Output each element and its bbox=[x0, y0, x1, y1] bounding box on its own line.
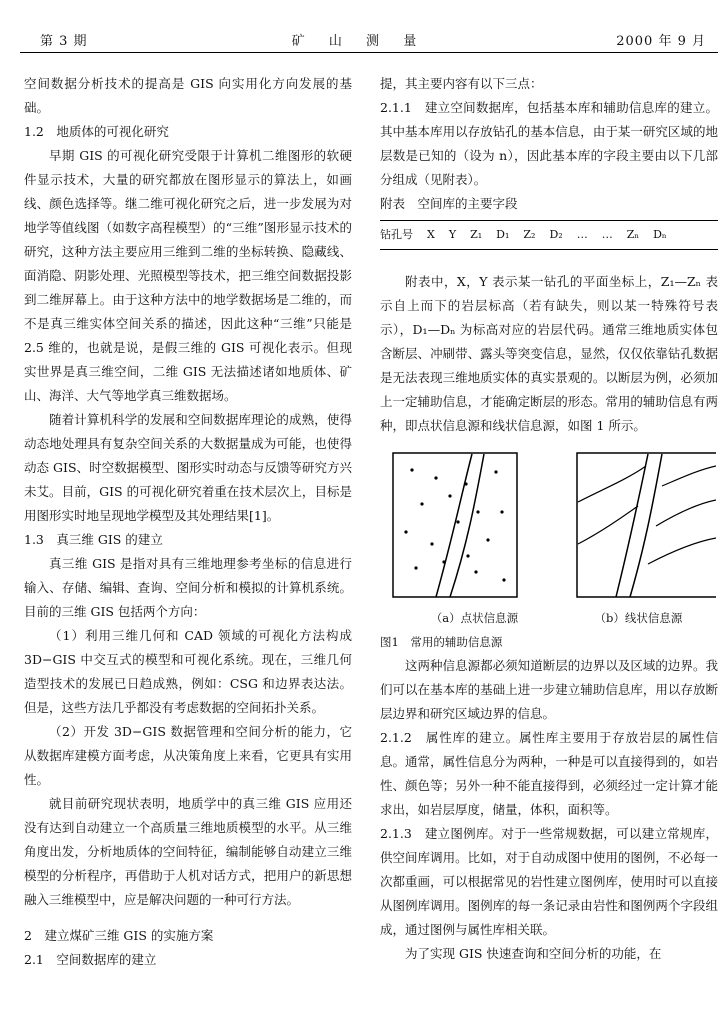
section-heading: 2.1 空间数据库的建立 bbox=[24, 952, 157, 967]
table-field: X bbox=[427, 228, 435, 241]
paragraph: （2）开发 3D−GIS 数据管理和空间分析的能力，它从数据库建模方面考虑，从决策角度上来看，它更具有实用性。 bbox=[24, 724, 352, 787]
table-field: 钻孔号 bbox=[380, 228, 413, 241]
paragraph: 就目前研究现状表明，地质学中的真三维 GIS 应用还没有达到自动建立一个高质量三维地质模型的水平。从三维角度出发，分析地质体的空间特征，编制能够自动建立三维模型的分析程序，再借助于人机对话方式，把用户的新思想融入三维模型中，应是解决问题的一种可行方法。 bbox=[24, 796, 352, 907]
header-rule bbox=[20, 52, 718, 53]
table-field: Y bbox=[448, 228, 457, 241]
point-source-figure bbox=[392, 452, 518, 598]
paragraph: 随着计算机科学的发展和空间数据库理论的成熟，使得动态地处理具有复杂空间关系的大数据量成为可能，也使得动态 GIS、时空数据模型、图形实时动态与反馈等研究方兴未艾。目前，GIS 的可视化研究着重在技术层次上，目标是用图形实时地呈现地学模型及其处理结果[1]。 bbox=[24, 412, 352, 523]
table-field: … bbox=[576, 228, 588, 241]
section-heading: 1.2 地质体的可视化研究 bbox=[24, 124, 169, 139]
fields-table bbox=[380, 220, 718, 250]
paragraph: 空间数据分析技术的提高是 GIS 向实用化方向发展的基础。 bbox=[24, 76, 352, 115]
spacer bbox=[24, 912, 352, 924]
table-title: 附表 空间库的主要字段 bbox=[380, 196, 518, 211]
table-field: Dₙ bbox=[653, 228, 667, 241]
left-column bbox=[24, 72, 352, 972]
table-field: … bbox=[601, 228, 613, 241]
figure-1 bbox=[380, 452, 718, 602]
paragraph: 2.1.2 属性库的建立。属性库主要用于存放岩层的属性信息。通常，属性信息分为两种，一种是可以直接得到的，如岩性、颜色等；另外一种不能直接得到，必须经过一定计算才能求出，如岩层厚度，储量，体积，面积等。 bbox=[380, 730, 718, 817]
figure-title: 图1 常用的辅助信息源 bbox=[380, 635, 503, 649]
table-field: Z₁ bbox=[470, 228, 483, 241]
paragraph: 2.1.1 建立空间数据库，包括基本库和辅助信息库的建立。其中基本库用以存放钻孔的基本信息，由于某一研究区域的地层数是已知的（设为 n），因此基本库的字段主要由以下几部分组成（见附表）。 bbox=[380, 100, 718, 187]
paragraph: 为了实现 GIS 快速查询和空间分析的功能，在 bbox=[405, 946, 662, 961]
paragraph: 真三维 GIS 是指对具有三维地理参考坐标的信息进行输入、存储、编辑、查询、空间分析和模拟的计算机系统。目前的三维 GIS 包括两个方向： bbox=[24, 556, 352, 619]
header-date: 2000 年 9 月 bbox=[616, 34, 706, 49]
line-source-figure bbox=[576, 452, 716, 598]
header-issue: 第 3 期 bbox=[40, 34, 88, 49]
paragraph: 早期 GIS 的可视化研究受限于计算机二维图形的软硬件显示技术，大量的研究都放在图形显示的算法上，如画线、颜色选择等。继二维可视化研究之后，进一步发展为对地学等值线图（如数字高程模型）的“三维”图形显示技术的研究，这种方法主要应用三维到二维的坐标转换、隐藏线、面消隐、阴影处理、光照模型等技术，把三维空间数据投影到二维屏幕上。由于这种方法中的地学数据场是二维的，而不是真三维实体空间关系的描述，因此这种“三维”只能是 2.5 维的，也就是说，是假三维的 GIS 可视化表示。但现实世界是真三维空间，二维 GIS 无法描述诸如地质体、矿山、海洋、大气等地学真三维数据场。 bbox=[24, 148, 352, 403]
right-column bbox=[380, 72, 718, 966]
table-field: Zₙ bbox=[626, 228, 640, 241]
paragraph: 提，其主要内容有以下三点： bbox=[380, 76, 543, 91]
paragraph: （1）利用三维几何和 CAD 领域的可视化方法构成 3D−GIS 中交互式的模型和可视化系统。现在，三维几何造型技术的发展已日趋成熟，例如：CSG 和边界表达法。但是，这些方法几乎都没有考虑数据的空间拓扑关系。 bbox=[24, 628, 352, 715]
section-heading: 2 建立煤矿三维 GIS 的实施方案 bbox=[24, 928, 214, 943]
section-heading: 1.3 真三维 GIS 的建立 bbox=[24, 532, 163, 547]
table-field: D₂ bbox=[549, 228, 563, 241]
figure-caption-b: （b）线状信息源 bbox=[594, 611, 683, 625]
paragraph: 附表中，X，Y 表示某一钻孔的平面坐标上，Z₁—Zₙ 表示自上而下的岩层标高（若有缺失，则以某一特殊符号表示），D₁—Dₙ 为标高对应的岩层代码。通常三维地质实体包含断层、冲刷带、露头等突变信息，显然，仅仅依靠钻孔数据是无法表现三维地质实体的真实景观的。以断层为例，必须加上一定辅助信息，才能确定断层的形态。常用的辅助信息有两种，即点状信息源和线状信息源，如图 1 所示。 bbox=[380, 274, 718, 433]
figure-caption-a: （a）点状信息源 bbox=[430, 611, 519, 625]
table-field: Z₂ bbox=[523, 228, 536, 241]
table-field: D₁ bbox=[496, 228, 510, 241]
paragraph: 这两种信息源都必须知道断层的边界以及区域的边界。我们可以在基本库的基础上进一步建立辅助信息库，用以存放断层边界和研究区域边界的信息。 bbox=[380, 658, 718, 721]
paragraph: 2.1.3 建立图例库。对于一些常规数据，可以建立常规库，供空间库调用。比如，对于自动成图中使用的图例，不必每一次都重画，可以根据常见的岩性建立图例库，使用时可以直接从图例库调用。图例库的每一条记录由岩性和图例两个字段组成，通过图例与属性库相关联。 bbox=[380, 826, 718, 937]
header-journal-title: 矿 山 测 量 bbox=[291, 34, 427, 49]
